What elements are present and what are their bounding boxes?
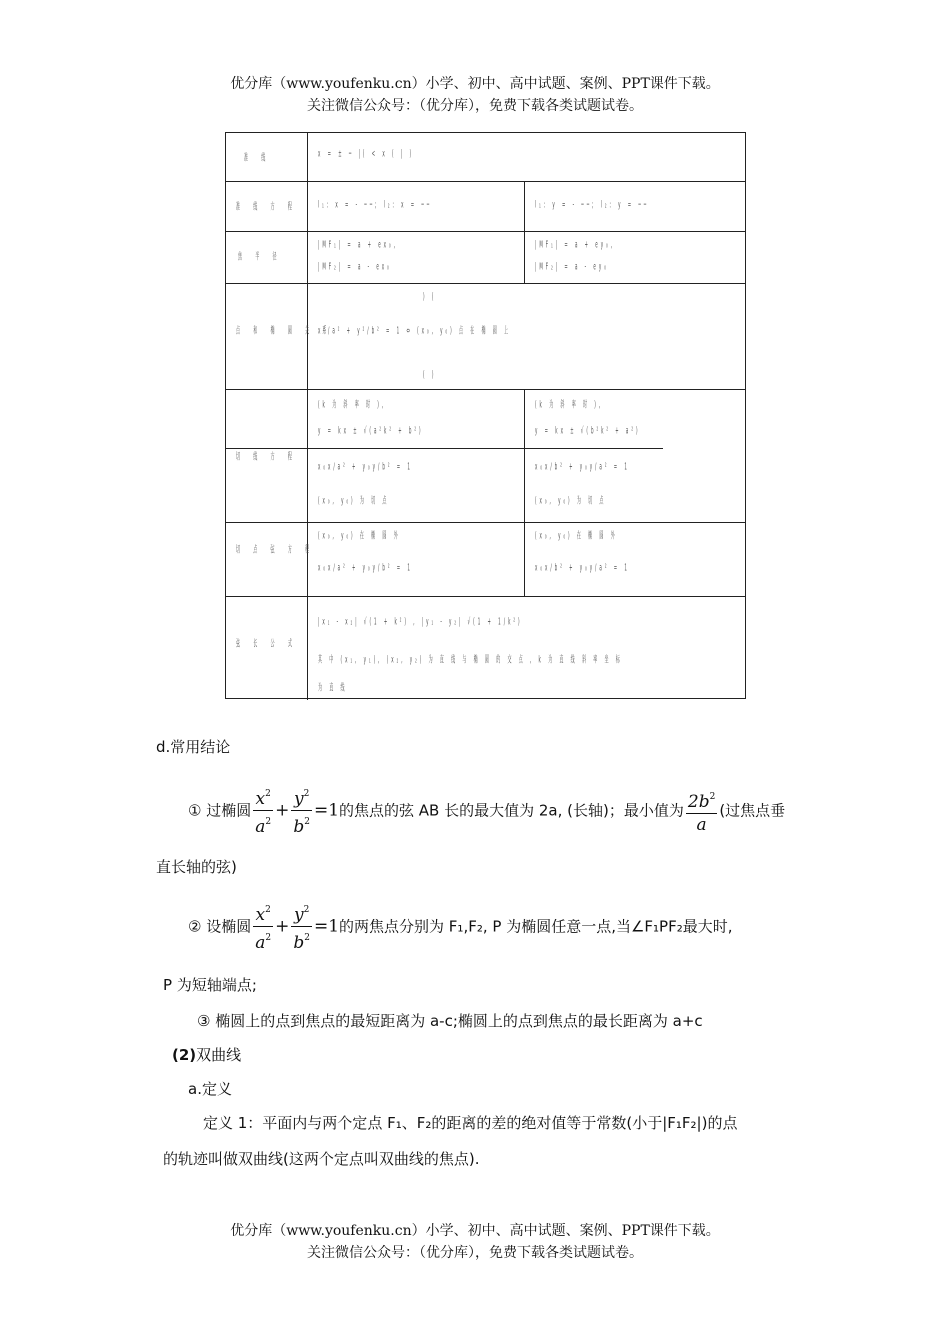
ellipse-properties-table [225, 132, 746, 699]
conclusion-2-continued: P 为短轴端点; [163, 976, 257, 994]
table-cell: l₁: x = - ──; l₂: x = ── [318, 198, 433, 210]
table-cell: |MF₁| = a + ex₀, [318, 238, 398, 250]
row-label: 切 线 方 程 [236, 450, 298, 462]
table-row-focal-radius [226, 232, 745, 284]
table-cell: 其 中 (x₁, y₁), (x₂, y₂) 为 直 线 与 椭 圆 的 交 点 , k 为 直 线 斜 率 坐 标 [318, 653, 623, 665]
row-label: 点 和 椭 圆 关 系 [236, 324, 333, 336]
table-row-chord-length [226, 597, 745, 700]
table-row-point-relation [226, 284, 745, 390]
header-line-2: 关注微信公众号：（优分库），免费下载各类试题试卷。 [307, 98, 643, 114]
definition-1-line-2: 的轨迹叫做双曲线(这两个定点叫双曲线的焦点). [163, 1150, 480, 1168]
table-cell: y = kx ± √(b²k² + a²) [535, 424, 641, 436]
table-cell: x₀x/a² + y₀y/b² = 1 [318, 460, 413, 472]
conclusion-3: ③ 椭圆上的点到焦点的最短距离为 a-c;椭圆上的点到焦点的最长距离为 a+c [197, 1012, 703, 1030]
row-label: 弦 长 公 式 [236, 637, 298, 649]
fraction-y2-b2: $\frac{y^2}{b^2}$ [291, 783, 312, 838]
section-number: (2) [172, 1046, 197, 1064]
table-cell: x²/a² + y²/b² = 1 ⇔ (x₀, y₀) 点 在 椭 圆 上 [318, 324, 512, 336]
subheading-definition: a.定义 [188, 1080, 232, 1098]
footer-line-1: 优分库（www.youfenku.cn）小学、初中、高中试题、案例、PPT课件下载。 [230, 1223, 720, 1239]
table-cell: x₀x/b² + y₀y/a² = 1 [535, 460, 630, 472]
row-label: 准 线 方 程 [236, 200, 298, 212]
table-cell: |MF₁| = a + ey₀, [535, 238, 615, 250]
table-cell: |MF₂| = a - ey₀ [535, 260, 609, 272]
table-cell: (x₀, y₀) 在 椭 圆 外 [318, 529, 401, 541]
footer-line-2: 关注微信公众号：（优分库），免费下载各类试题试卷。 [307, 1245, 643, 1261]
table-cell: x₀x/a² + y₀y/b² = 1 [318, 561, 413, 573]
section-heading-hyperbola [172, 1044, 241, 1066]
table-row-directrix [226, 133, 745, 182]
table-cell: (k 为 斜 率 时 ), [535, 398, 604, 410]
section-title: 双曲线 [196, 1046, 242, 1064]
section-heading-d: d.常用结论 [156, 738, 231, 756]
table-row-chord-of-contact [226, 523, 745, 597]
table-row-directrix-equation [226, 182, 745, 232]
row-label: 切 点 弦 方 程 [236, 543, 316, 555]
table-cell: ) ( [423, 290, 437, 302]
definition-1-line-1: 定义 1：平面内与两个定点 F₁、F₂的距离的差的绝对值等于常数(小于|F₁F₂|)的点 [203, 1114, 738, 1132]
row-label: 焦 半 径 [238, 250, 283, 262]
table-inner-divider [226, 448, 663, 449]
conclusion-1: ① 过椭圆 $\frac{x^2}{a^2}$ + $\frac{y^2}{b^2}$ =1的焦点的弦 AB 长的最大值为 2a, (长轴)；最小值为 $\frac{2b^2}{a}$ (过焦点垂 [188, 782, 785, 838]
table-cell: |MF₂| = a - ex₀ [318, 260, 392, 272]
fraction-x2-a2: $\frac{x^2}{a^2}$ [253, 783, 273, 838]
table-cell: x = ± ─ |( < x ( | ) [318, 147, 415, 159]
fraction-x2-a2: $\frac{x^2}{a^2}$ [253, 899, 273, 954]
table-cell: (x₀, y₀) 为 切 点 [318, 494, 390, 506]
table-row-tangent [226, 390, 745, 523]
row-label: 准 线 [244, 151, 272, 163]
conclusion-2: ② 设椭圆 $\frac{x^2}{a^2}$ + $\frac{y^2}{b^2}$ =1的两焦点分别为 F₁,F₂, P 为椭圆任意一点,当∠F₁PF₂最大时, [188, 898, 733, 954]
table-cell: x₀x/b² + y₀y/a² = 1 [535, 561, 630, 573]
table-cell: 为 直 线 [318, 681, 348, 693]
table-cell: y = kx ± √(a²k² + b²) [318, 424, 424, 436]
table-cell: (x₀, y₀) 在 椭 圆 外 [535, 529, 618, 541]
table-cell: ( ) [423, 368, 437, 380]
fraction-y2-b2: $\frac{y^2}{b^2}$ [291, 899, 312, 954]
header-line-1: 优分库（www.youfenku.cn）小学、初中、高中试题、案例、PPT课件下载。 [230, 76, 720, 92]
conclusion-1-continued: 直长轴的弦) [156, 858, 237, 876]
table-cell: l₁: y = - ──; l₂: y = ── [535, 198, 650, 210]
page-footer [0, 1220, 950, 1264]
table-cell: (k 为 斜 率 时 ), [318, 398, 387, 410]
table-cell: |x₁ - x₂| √(1 + k²) , |y₁ - y₂| √(1 + 1/k²) [318, 615, 523, 627]
fraction-2b2-a: $\frac{2b^2}{a}$ [686, 786, 717, 836]
table-cell: (x₀, y₀) 为 切 点 [535, 494, 607, 506]
page-header [0, 73, 950, 117]
